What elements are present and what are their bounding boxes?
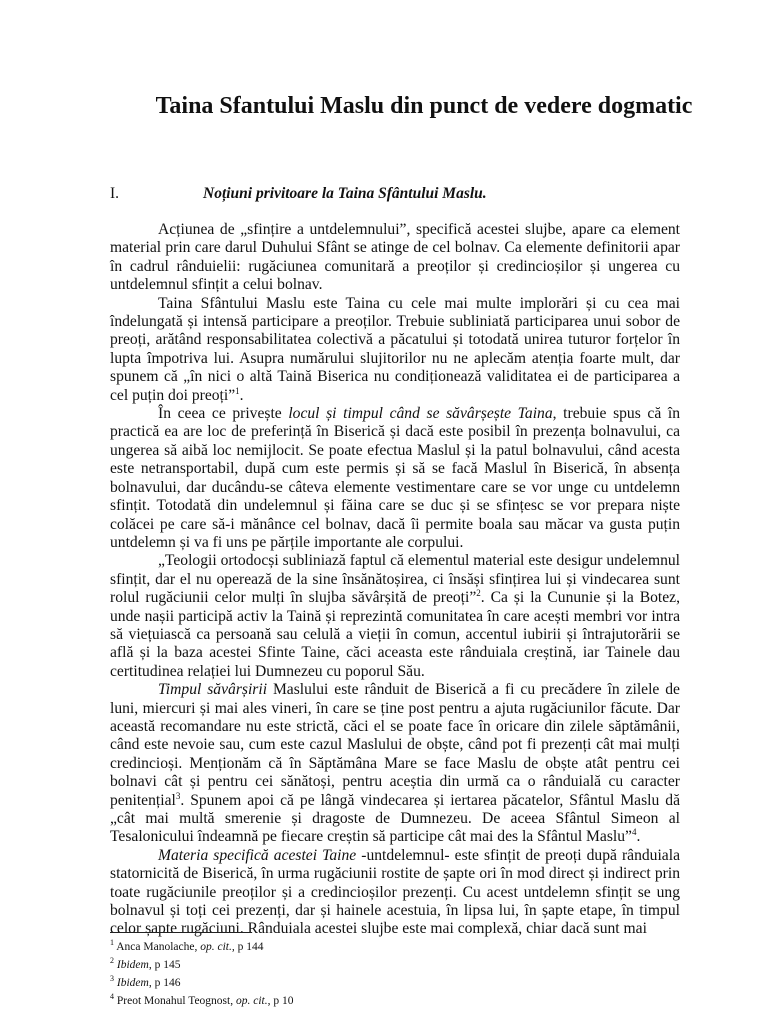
paragraph-3 xyxy=(110,405,680,552)
paragraph-1-text: Acțiunea de „sfințire a untdelemnului”, specifică acestei slujbe, apare ca element material prin care darul Duhului Sfânt se atinge de cel bolnav. Ca elemente definitorii apar în cadrul rânduielii: rugăciunea comunitară a preoților și credincioșilor și ungerea cu untdelemnul sfințit a celui bolnav. xyxy=(110,221,680,294)
paragraph-1 xyxy=(110,221,680,295)
footnote-page: p 144 xyxy=(234,940,264,953)
footnote-4 xyxy=(110,990,670,1008)
paragraph-2-text: Taina Sfântului Maslu este Taina cu cele mai multe implorări și cu cea mai îndelungată și intensă participare a preoților. Trebuie subliniată participarea unui sobor de preoți, arătând responsabilitatea colectivă a păcatului și totodată unirea tuturor forțelor în lupta împotriva lui. Asupra numărului slujitorilor nu ne aplecăm atenția foarte mult, dar spunem că „în nici o altă Taină Biserica nu condiționează validitatea ei de participarea a cel puțin doi preoți” xyxy=(110,294,680,404)
paragraph-4 xyxy=(110,552,680,681)
paragraph-6 xyxy=(110,847,680,939)
paragraph-6-emphasis: Materia specifică acestei Taine xyxy=(158,846,357,864)
paragraph-5: Timpul săvârșirii Maslului este rânduit de Biserică a fi cu precădere în zilele de luni, miercuri și mai ales vineri, în care se ține post pentru a ajuta rugăciunilor făcute. Dar această recomandare nu este strictă, căci el se poate face în oricare din zilele săptămânii, când este nevoie sau, cum este cazul Maslului de obște, când pot fi prezenți cât mai mulți credincioși. Menționăm că în Săptămâna Mare se face Maslu de obște atât pentru cei bolnavi cât și pentru cei sănătoși, pentru aceștia din urmă ca o rânduială cu caracter penitențial$^3$. Spunem apoi că pe lângă vindecarea și iertarea păcatelor, Sfântul Maslu dă „cât mai multă smerenie și dragoste de Dumnezeu. De aceea Sfântul Simeon al Tesalonicului îndeamnă pe fiecare creștin să participe cât mai des la Sfântul Maslu”$^4$. xyxy=(110,681,680,846)
body-text xyxy=(110,221,680,939)
paragraph-5-emphasis: Timpul săvârșirii xyxy=(158,681,268,699)
footnote-1 xyxy=(110,936,670,954)
footnote-author: Anca Manolache, xyxy=(116,940,201,953)
footnote-ref-2[interactable]: 2 xyxy=(476,587,481,598)
footnote-source: op. cit., xyxy=(200,940,235,953)
footnote-source: Ibidem xyxy=(116,976,149,989)
footnote-source: op. cit. xyxy=(235,994,268,1007)
footnote-3 xyxy=(110,972,670,990)
paragraph-3-text-b: , trebuie spus că în practică ea are loc de preferință în Biserică și dacă este posibil în prezența bolnavului, ca ungerea să aibă loc nemijlocit. Se poate efectua Maslul și la patul bolnavului, când acesta este netransportabil, după cum este permis și să se facă Maslul în Biserică, în absența bolnavului, dar ducându-se câteva elemente vestimentare care se vor unge cu untdelemn sfințit. Totodată din undelemnul și făina care se duc și se sfințesc se vor prepara niște colăcei pe care să-i mănânce cel bolnav, dacă îi permite boala sau măcar va gusta puțin untdelemn și va fi uns pe părțile importante ale corpului. xyxy=(110,405,680,551)
document-title: Taina Sfantului Maslu din punct de vedere dogmatic xyxy=(155,93,693,119)
paragraph-3-text-a: În ceea ce privește xyxy=(158,405,289,423)
section-heading-text: Noțiuni privitoare la Taina Sfântului Maslu. xyxy=(203,185,487,202)
footnote-ref-4[interactable]: 4 xyxy=(631,827,637,838)
paragraph-2: Taina Sfântului Maslu este Taina cu cele mai multe implorări și cu cea mai îndelungată și intensă participare a preoților. Trebuie subliniată participarea unui sobor de preoți, arătând responsabilitatea colectivă a păcatului și totodată unirea tuturor forțelor în lupta împotriva lui. Asupra numărului slujitorilor nu ne aplecăm atenția foarte mult, dar spunem că „în nici o altă Taină Biserica nu condiționează validitatea ei de participarea a cel puțin doi preoți”$^1$. xyxy=(110,294,680,404)
paragraph-5-text-b: . Spunem apoi că pe lângă vindecarea și iertarea păcatelor, Sfântul Maslu dă „cât mai multă smerenie și dragoste de Dumnezeu. De aceea Sfântul Simeon al Tesalonicului îndeamnă pe fiecare creștin să participe cât mai des la Sfântul Maslu” xyxy=(110,791,680,846)
paragraph-5-text-a: Maslului este rânduit de Biserică a fi cu precădere în zilele de luni, miercuri și mai ales vineri, în care se ține post pentru a ajuta rugăciunilor făcute. Dar această recomandare nu este strictă, căci el se poate face în oricare din zilele săptămânii, când este nevoie sau, cum este cazul Maslului de obște, când pot fi prezenți cât mai mulți credincioși. Menționăm că în Săptămâna Mare se face Maslu de obște atât pentru cei bolnavi cât și pentru cei sănătoși, pentru aceștia din urmă ca o rânduială cu caracter penitențial xyxy=(110,681,680,809)
footnote-number: 1 xyxy=(110,938,114,947)
footnote-source: Ibidem xyxy=(116,958,149,971)
paragraph-3-emphasis: locul și timpul când se săvârșește Taina xyxy=(288,405,553,423)
footnotes xyxy=(110,936,670,1008)
footnote-separator xyxy=(110,932,252,933)
footnote-ref-3[interactable]: 3 xyxy=(175,790,181,801)
footnote-page: , p 146 xyxy=(148,976,181,989)
paragraph-4-text-b: . Ca și la Cununie și la Botez, unde nașii participă activ la Taină și reprezintă comunitatea în care acești membri vor intra să viețuiască ca persoană sau celulă a vieții în comun, accentul iubirii și întrajutorării se află și la baza acestei Sfinte Taine, căci aceasta este rânduiala creștină, iar Tainele dau certitudinea relației lui Dumnezeu cu poporul Său. xyxy=(110,589,680,680)
footnote-author: Preot Monahul Teognost, xyxy=(116,994,236,1007)
paragraph-6-text: -untdelemnul- este sfințit de preoți după rânduiala statornicită de Biserică, în urma rugăciunii rostite de șapte ori în mod direct și indirect prin toate rugăciunile preoților și a credincioșilor prezenți. Cu acest untdelemn sfințit se ung bolnavul și toți cei prezenți, dar și hainele acestuia, în lipsa lui, în șapte etape, în timpul celor șapte rugăciuni. Rânduiala acestei slujbe este mai complexă, chiar dacă sunt mai xyxy=(110,846,680,938)
footnote-2 xyxy=(110,954,670,972)
paragraph-4-text-a: „Teologii ortodocși subliniază faptul că elementul material este desigur undelemnul sfințit, dar el nu operează de la sine însănătoșirea, ci însăși sfințirea lui și vindecarea sunt rolul rugăciunii celor mulți în slujba săvârșită de preoți” xyxy=(110,552,680,607)
section-number: I. xyxy=(110,185,120,202)
footnote-number: 3 xyxy=(110,974,114,984)
footnote-number: 4 xyxy=(110,992,114,1002)
footnote-page: , p 10 xyxy=(267,994,294,1007)
footnote-page: , p 145 xyxy=(148,958,181,971)
footnote-ref-1[interactable]: 1 xyxy=(235,385,240,396)
footnote-number: 2 xyxy=(110,956,114,966)
